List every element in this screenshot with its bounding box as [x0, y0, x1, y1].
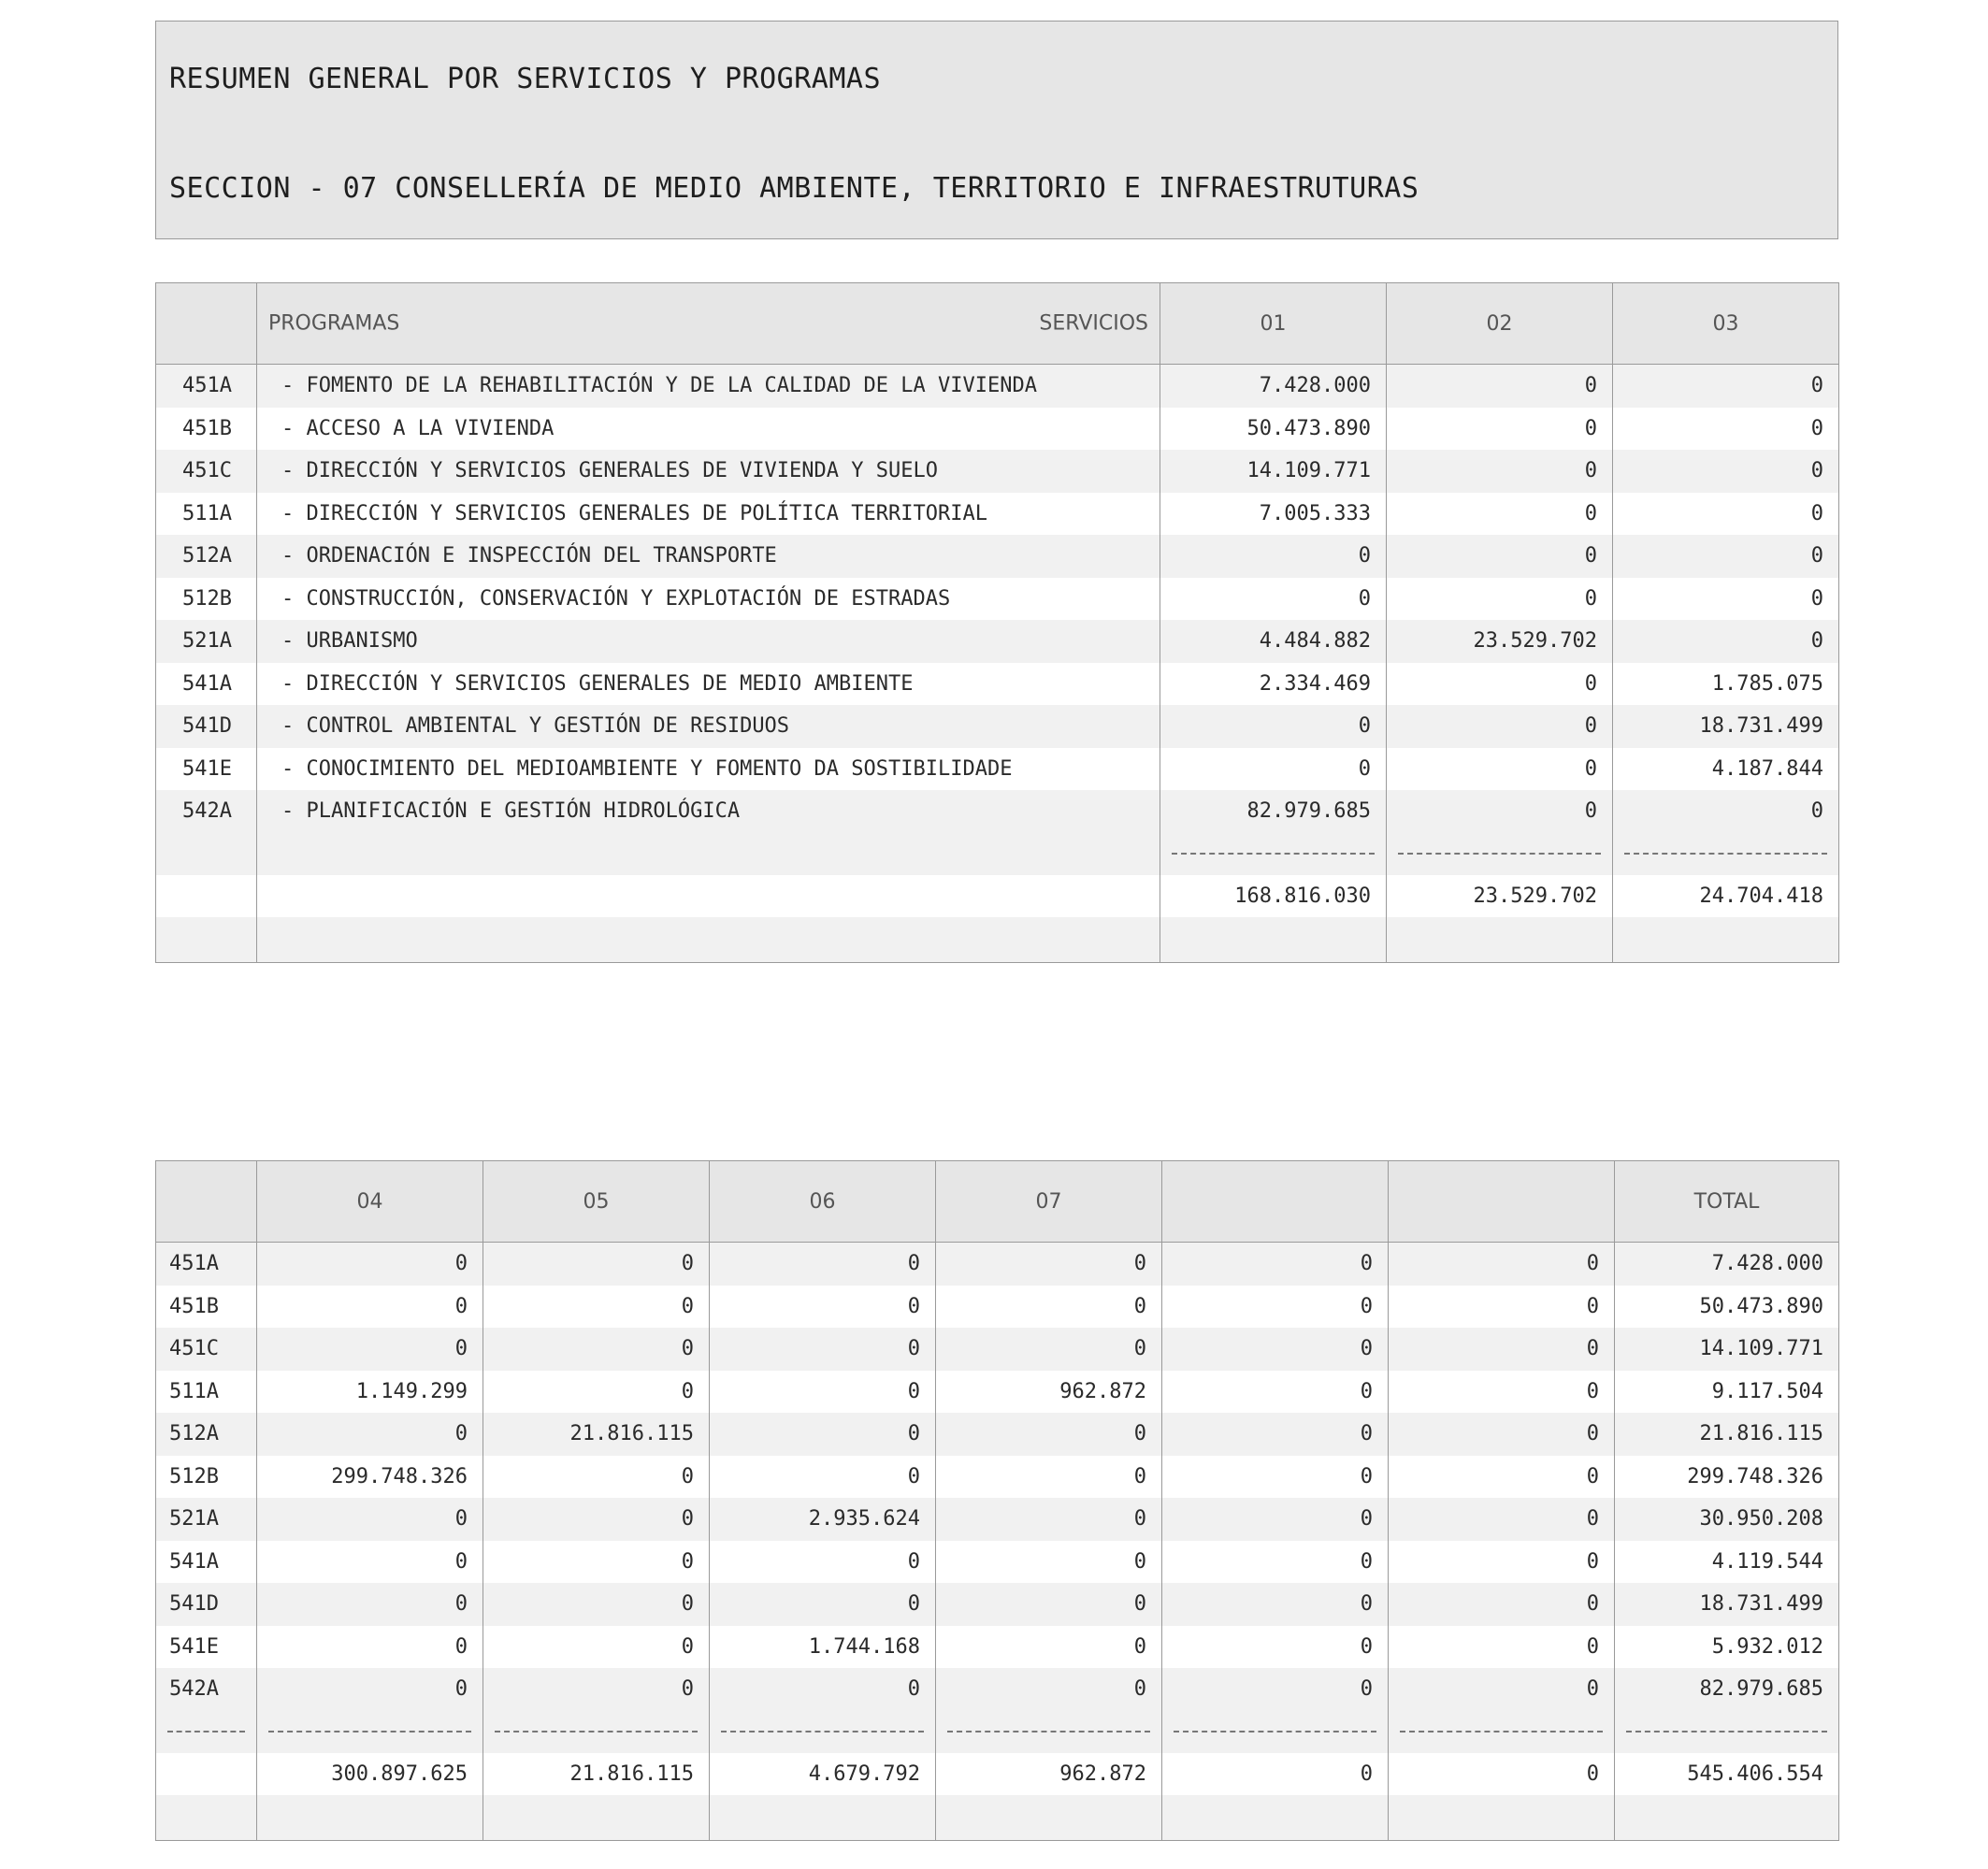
table-row [156, 1668, 1839, 1711]
table-row [156, 450, 1839, 493]
service-value: 0 [1162, 1498, 1389, 1541]
column-header-02: 02 [1387, 283, 1613, 365]
service-value: 0 [936, 1328, 1162, 1371]
empty-cell [257, 1795, 483, 1841]
empty-cell [936, 1795, 1162, 1841]
service-value: 0 [483, 1498, 710, 1541]
program-description: - DIRECCIÓN Y SERVICIOS GENERALES DE MEDIO AMBIENTE [257, 663, 1160, 706]
service-value: 0 [1162, 1541, 1389, 1584]
empty-cell [156, 917, 257, 963]
service-value: 0 [1387, 365, 1613, 408]
service-value: 0 [936, 1498, 1162, 1541]
table-row [156, 408, 1839, 451]
service-value: 1.744.168 [710, 1626, 936, 1669]
service-value: 0 [483, 1371, 710, 1414]
service-value: 23.529.702 [1387, 620, 1613, 663]
service-value: 0 [1162, 1328, 1389, 1371]
service-value: 0 [1387, 578, 1613, 621]
table-row [156, 1371, 1839, 1414]
row-total-value: 9.117.504 [1615, 1371, 1839, 1414]
table-row [156, 663, 1839, 706]
padding-row [156, 1795, 1839, 1841]
programs-label: PROGRAMAS [268, 311, 400, 336]
dashed-line [1174, 1731, 1376, 1732]
service-value: 0 [1160, 748, 1387, 791]
program-code: 541A [156, 663, 257, 706]
service-value: 0 [1387, 450, 1613, 493]
service-value: 0 [257, 1498, 483, 1541]
row-total-value: 7.428.000 [1615, 1243, 1839, 1286]
dashed-cell [1613, 833, 1839, 875]
program-code: 521A [156, 1498, 257, 1541]
service-value: 0 [1613, 365, 1839, 408]
column-header-total: TOTAL [1615, 1161, 1839, 1243]
service-value: 0 [1613, 790, 1839, 833]
empty-cell [710, 1795, 936, 1841]
total-value: 0 [1389, 1753, 1615, 1795]
service-value: 0 [936, 1456, 1162, 1499]
dashed-separator-row [156, 1711, 1839, 1753]
dashed-cell [936, 1711, 1162, 1753]
program-code: 542A [156, 790, 257, 833]
dashed-cell [1389, 1711, 1615, 1753]
service-value: 1.149.299 [257, 1371, 483, 1414]
program-code: 512A [156, 535, 257, 578]
service-value: 0 [936, 1668, 1162, 1711]
service-value: 299.748.326 [257, 1456, 483, 1499]
service-value: 0 [1387, 408, 1613, 451]
empty-cell [257, 875, 1160, 917]
total-value: 24.704.418 [1613, 875, 1839, 917]
row-total-value: 30.950.208 [1615, 1498, 1839, 1541]
program-code: 451A [156, 1243, 257, 1286]
services-table-part-1 [155, 282, 1839, 963]
service-value: 0 [483, 1668, 710, 1711]
column-header-01: 01 [1160, 283, 1387, 365]
code-header-cell [156, 283, 257, 365]
program-code: 451A [156, 365, 257, 408]
service-value: 0 [1389, 1413, 1615, 1456]
section-title: SECCION - 07 CONSELLERÍA DE MEDIO AMBIENTE, TERRITORIO E INFRAESTRUTURAS [169, 172, 1419, 205]
document-header [155, 21, 1838, 239]
row-total-value: 18.731.499 [1615, 1583, 1839, 1626]
service-value: 0 [1389, 1583, 1615, 1626]
dashed-cell [257, 1711, 483, 1753]
dashed-line [1400, 1731, 1603, 1732]
empty-cell [156, 833, 257, 875]
table-row [156, 1626, 1839, 1669]
service-value: 7.005.333 [1160, 493, 1387, 536]
program-code: 451C [156, 450, 257, 493]
service-value: 0 [1389, 1243, 1615, 1286]
service-value: 0 [483, 1541, 710, 1584]
dashed-line [1626, 1731, 1827, 1732]
service-value: 0 [257, 1243, 483, 1286]
service-value: 0 [1613, 620, 1839, 663]
program-description: - ORDENACIÓN E INSPECCIÓN DEL TRANSPORTE [257, 535, 1160, 578]
dashed-cell [1162, 1711, 1389, 1753]
dashed-separator-row [156, 833, 1839, 875]
service-value: 0 [1387, 493, 1613, 536]
program-code: 521A [156, 620, 257, 663]
service-value: 18.731.499 [1613, 705, 1839, 748]
service-value: 0 [1387, 790, 1613, 833]
table-row [156, 790, 1839, 833]
empty-cell [156, 1795, 257, 1841]
service-value: 0 [257, 1626, 483, 1669]
service-value: 0 [483, 1286, 710, 1329]
service-value: 962.872 [936, 1371, 1162, 1414]
service-value: 50.473.890 [1160, 408, 1387, 451]
table-header-row [156, 283, 1839, 365]
code-header-cell [156, 1161, 257, 1243]
service-value: 0 [1613, 408, 1839, 451]
programs-services-header [257, 283, 1160, 365]
program-code: 451B [156, 1286, 257, 1329]
program-code: 542A [156, 1668, 257, 1711]
dashed-cell [1615, 1711, 1839, 1753]
service-value: 7.428.000 [1160, 365, 1387, 408]
program-description: - FOMENTO DE LA REHABILITACIÓN Y DE LA CALIDAD DE LA VIVIENDA [257, 365, 1160, 408]
service-value: 0 [1389, 1456, 1615, 1499]
service-value: 0 [1613, 450, 1839, 493]
program-description: - DIRECCIÓN Y SERVICIOS GENERALES DE POLÍTICA TERRITORIAL [257, 493, 1160, 536]
service-value: 0 [710, 1286, 936, 1329]
service-value: 21.816.115 [483, 1413, 710, 1456]
service-value: 0 [1162, 1286, 1389, 1329]
dashed-line [947, 1731, 1150, 1732]
service-value: 82.979.685 [1160, 790, 1387, 833]
program-description: - CONSTRUCCIÓN, CONSERVACIÓN Y EXPLOTACIÓN DE ESTRADAS [257, 578, 1160, 621]
program-code: 512A [156, 1413, 257, 1456]
program-code: 451C [156, 1328, 257, 1371]
empty-cell [483, 1795, 710, 1841]
service-value: 0 [1162, 1626, 1389, 1669]
column-header-06: 06 [710, 1161, 936, 1243]
service-value: 0 [1162, 1413, 1389, 1456]
service-value: 0 [1160, 578, 1387, 621]
total-value: 300.897.625 [257, 1753, 483, 1795]
row-total-value: 299.748.326 [1615, 1456, 1839, 1499]
table-row [156, 705, 1839, 748]
grand-total-value: 545.406.554 [1615, 1753, 1839, 1795]
service-value: 0 [936, 1243, 1162, 1286]
row-total-value: 14.109.771 [1615, 1328, 1839, 1371]
service-value: 0 [710, 1371, 936, 1414]
table-row [156, 1413, 1839, 1456]
services-label: SERVICIOS [1039, 311, 1148, 336]
program-description: - DIRECCIÓN Y SERVICIOS GENERALES DE VIVIENDA Y SUELO [257, 450, 1160, 493]
dashed-line [167, 1731, 245, 1732]
service-value: 0 [1613, 578, 1839, 621]
empty-cell [156, 875, 257, 917]
table-row [156, 1498, 1839, 1541]
row-total-value: 4.119.544 [1615, 1541, 1839, 1584]
program-description: - URBANISMO [257, 620, 1160, 663]
table-row [156, 365, 1839, 408]
total-value: 4.679.792 [710, 1753, 936, 1795]
empty-cell [1613, 917, 1839, 963]
column-header-04: 04 [257, 1161, 483, 1243]
total-value: 0 [1162, 1753, 1389, 1795]
dashed-line [495, 1731, 698, 1732]
service-value: 0 [1389, 1626, 1615, 1669]
total-value: 168.816.030 [1160, 875, 1387, 917]
service-value: 0 [710, 1668, 936, 1711]
program-description: - PLANIFICACIÓN E GESTIÓN HIDROLÓGICA [257, 790, 1160, 833]
total-value: 23.529.702 [1387, 875, 1613, 917]
program-code: 512B [156, 1456, 257, 1499]
column-header-blank-1 [1162, 1161, 1389, 1243]
padding-row [156, 917, 1839, 963]
service-value: 0 [1389, 1541, 1615, 1584]
program-description: - CONOCIMIENTO DEL MEDIOAMBIENTE Y FOMENTO DA SOSTIBILIDADE [257, 748, 1160, 791]
service-value: 0 [257, 1668, 483, 1711]
service-value: 0 [710, 1413, 936, 1456]
total-value: 21.816.115 [483, 1753, 710, 1795]
dashed-cell [156, 1711, 257, 1753]
service-value: 0 [1160, 535, 1387, 578]
totals-row [156, 875, 1839, 917]
service-value: 0 [1613, 493, 1839, 536]
service-value: 4.187.844 [1613, 748, 1839, 791]
empty-cell [257, 833, 1160, 875]
service-value: 0 [257, 1286, 483, 1329]
table-row [156, 535, 1839, 578]
dashed-line [721, 1731, 924, 1732]
service-value: 0 [1162, 1583, 1389, 1626]
service-value: 2.935.624 [710, 1498, 936, 1541]
row-total-value: 21.816.115 [1615, 1413, 1839, 1456]
service-value: 0 [1387, 748, 1613, 791]
service-value: 0 [1389, 1371, 1615, 1414]
column-header-05: 05 [483, 1161, 710, 1243]
service-value: 0 [710, 1243, 936, 1286]
program-description: - CONTROL AMBIENTAL Y GESTIÓN DE RESIDUOS [257, 705, 1160, 748]
service-value: 0 [936, 1583, 1162, 1626]
table-row [156, 1583, 1839, 1626]
row-total-value: 50.473.890 [1615, 1286, 1839, 1329]
services-table-part-2 [155, 1160, 1839, 1841]
column-header-07: 07 [936, 1161, 1162, 1243]
program-code: 541D [156, 705, 257, 748]
column-header-blank-2 [1389, 1161, 1615, 1243]
service-value: 0 [483, 1328, 710, 1371]
program-code: 541E [156, 1626, 257, 1669]
service-value: 0 [1162, 1456, 1389, 1499]
table-row [156, 578, 1839, 621]
service-value: 0 [483, 1626, 710, 1669]
empty-cell [1160, 917, 1387, 963]
table-row [156, 620, 1839, 663]
program-description: - ACCESO A LA VIVIENDA [257, 408, 1160, 451]
program-code: 512B [156, 578, 257, 621]
service-value: 0 [1387, 535, 1613, 578]
service-value: 0 [257, 1328, 483, 1371]
service-value: 0 [1389, 1286, 1615, 1329]
service-value: 0 [1387, 705, 1613, 748]
service-value: 0 [257, 1583, 483, 1626]
dashed-line [1398, 853, 1601, 855]
dashed-line [1172, 853, 1375, 855]
total-value: 962.872 [936, 1753, 1162, 1795]
dashed-line [1624, 853, 1827, 855]
service-value: 0 [257, 1413, 483, 1456]
service-value: 0 [710, 1456, 936, 1499]
program-code: 541A [156, 1541, 257, 1584]
service-value: 0 [1160, 705, 1387, 748]
service-value: 0 [483, 1456, 710, 1499]
page-title: RESUMEN GENERAL POR SERVICIOS Y PROGRAMAS [169, 63, 882, 95]
empty-cell [1162, 1795, 1389, 1841]
row-total-value: 82.979.685 [1615, 1668, 1839, 1711]
empty-cell [1389, 1795, 1615, 1841]
service-value: 0 [1613, 535, 1839, 578]
service-value: 0 [936, 1626, 1162, 1669]
service-value: 0 [1389, 1668, 1615, 1711]
table-row [156, 1328, 1839, 1371]
table-row [156, 1286, 1839, 1329]
service-value: 0 [936, 1286, 1162, 1329]
dashed-line [268, 1731, 471, 1732]
program-code: 511A [156, 1371, 257, 1414]
dashed-cell [483, 1711, 710, 1753]
totals-row [156, 1753, 1839, 1795]
table-row [156, 1456, 1839, 1499]
service-value: 0 [936, 1541, 1162, 1584]
service-value: 2.334.469 [1160, 663, 1387, 706]
empty-cell [1615, 1795, 1839, 1841]
service-value: 0 [1162, 1371, 1389, 1414]
service-value: 0 [710, 1541, 936, 1584]
empty-cell [156, 1753, 257, 1795]
dashed-cell [710, 1711, 936, 1753]
service-value: 0 [483, 1243, 710, 1286]
service-value: 0 [1389, 1498, 1615, 1541]
column-header-03: 03 [1613, 283, 1839, 365]
program-code: 541E [156, 748, 257, 791]
service-value: 0 [1162, 1668, 1389, 1711]
empty-cell [257, 917, 1160, 963]
service-value: 0 [710, 1583, 936, 1626]
dashed-cell [1160, 833, 1387, 875]
program-code: 451B [156, 408, 257, 451]
program-code: 541D [156, 1583, 257, 1626]
service-value: 0 [710, 1328, 936, 1371]
table-row [156, 748, 1839, 791]
service-value: 1.785.075 [1613, 663, 1839, 706]
service-value: 0 [1387, 663, 1613, 706]
table-row [156, 1243, 1839, 1286]
row-total-value: 5.932.012 [1615, 1626, 1839, 1669]
table-row [156, 1541, 1839, 1584]
service-value: 4.484.882 [1160, 620, 1387, 663]
service-value: 0 [1162, 1243, 1389, 1286]
service-value: 14.109.771 [1160, 450, 1387, 493]
service-value: 0 [483, 1583, 710, 1626]
service-value: 0 [257, 1541, 483, 1584]
dashed-cell [1387, 833, 1613, 875]
table-header-row [156, 1161, 1839, 1243]
service-value: 0 [1389, 1328, 1615, 1371]
empty-cell [1387, 917, 1613, 963]
table-row [156, 493, 1839, 536]
service-value: 0 [936, 1413, 1162, 1456]
program-code: 511A [156, 493, 257, 536]
